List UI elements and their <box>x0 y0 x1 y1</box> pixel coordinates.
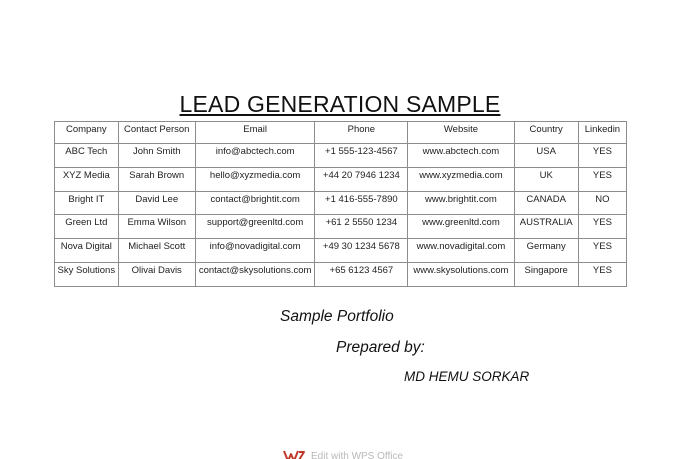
cell-linkedin: YES <box>578 239 626 263</box>
cell-contact-person: David Lee <box>118 192 195 215</box>
cell-website: www.brightit.com <box>408 192 514 215</box>
cell-linkedin: YES <box>578 263 626 287</box>
header-website: Website <box>408 122 514 144</box>
cell-website: www.greenltd.com <box>408 215 514 239</box>
cell-country: UK <box>514 168 578 192</box>
table-row <box>55 215 627 239</box>
cell-company: XYZ Media <box>55 168 119 192</box>
table-header-row <box>55 122 627 144</box>
cell-country: USA <box>514 144 578 168</box>
cell-email: contact@skysolutions.com <box>195 263 315 287</box>
cell-linkedin: YES <box>578 168 626 192</box>
table-row <box>55 168 627 192</box>
table-row <box>55 192 627 215</box>
cell-country: AUSTRALIA <box>514 215 578 239</box>
cell-company: Green Ltd <box>55 215 119 239</box>
cell-website: www.skysolutions.com <box>408 263 514 287</box>
header-email: Email <box>195 122 315 144</box>
cell-phone: +1 555-123-4567 <box>315 144 408 168</box>
cell-company: Nova Digital <box>55 239 119 263</box>
document-title: LEAD GENERATION SAMPLE <box>179 91 501 117</box>
header-phone: Phone <box>315 122 408 144</box>
wps-edit-label: Edit with WPS Office <box>311 450 404 459</box>
leads-table <box>54 121 627 287</box>
cell-linkedin: YES <box>578 215 626 239</box>
cell-phone: +49 30 1234 5678 <box>315 239 408 263</box>
cell-phone: +1 416-555-7890 <box>315 192 408 215</box>
sample-portfolio-label: Sample Portfolio <box>280 308 394 325</box>
cell-phone: +61 2 5550 1234 <box>315 215 408 239</box>
cell-email: contact@brightit.com <box>195 192 315 215</box>
cell-country: Germany <box>514 239 578 263</box>
cell-linkedin: NO <box>578 192 626 215</box>
cell-contact-person: Emma Wilson <box>118 215 195 239</box>
cell-email: info@abctech.com <box>195 144 315 168</box>
table-row <box>55 144 627 168</box>
header-country: Country <box>514 122 578 144</box>
cell-company: Sky Solutions <box>55 263 119 287</box>
header-linkedin: Linkedin <box>578 122 626 144</box>
cell-country: Singapore <box>514 263 578 287</box>
header-contact-person: Contact Person <box>118 122 195 144</box>
table-row <box>55 239 627 263</box>
cell-contact-person: John Smith <box>118 144 195 168</box>
cell-email: hello@xyzmedia.com <box>195 168 315 192</box>
cell-email: info@novadigital.com <box>195 239 315 263</box>
cell-phone: +65 6123 4567 <box>315 263 408 287</box>
wps-office-logo-icon <box>283 450 305 459</box>
cell-website: www.abctech.com <box>408 144 514 168</box>
wps-edit-watermark[interactable] <box>283 449 403 459</box>
author-name: MD HEMU SORKAR <box>404 369 530 384</box>
prepared-by-label: Prepared by: <box>336 339 425 356</box>
cell-country: CANADA <box>514 192 578 215</box>
cell-website: www.xyzmedia.com <box>408 168 514 192</box>
cell-contact-person: Michael Scott <box>118 239 195 263</box>
cell-linkedin: YES <box>578 144 626 168</box>
cell-email: support@greenltd.com <box>195 215 315 239</box>
cell-phone: +44 20 7946 1234 <box>315 168 408 192</box>
cell-contact-person: Sarah Brown <box>118 168 195 192</box>
cell-website: www.novadigital.com <box>408 239 514 263</box>
table-row <box>55 263 627 287</box>
cell-contact-person: Olivai Davis <box>118 263 195 287</box>
cell-company: ABC Tech <box>55 144 119 168</box>
header-company: Company <box>55 122 119 144</box>
cell-company: Bright IT <box>55 192 119 215</box>
